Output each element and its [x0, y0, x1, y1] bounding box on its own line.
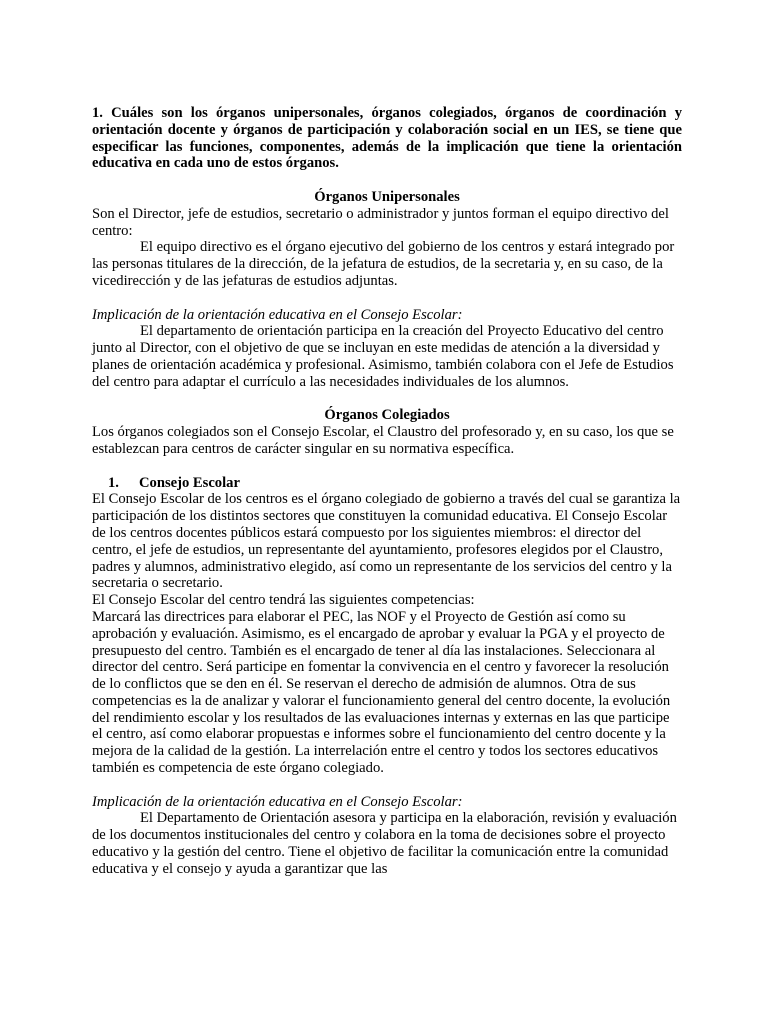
spacer [92, 458, 682, 475]
competencias-intro: El Consejo Escolar del centro tendrá las siguientes competencias: [92, 592, 475, 609]
unipersonales-intro: Son el Director, jefe de estudios, secretario o administrador y juntos forman el equipo directivo del centro: [92, 205, 669, 239]
unipersonales-implication-body: El departamento de orientación participa en la creación del Proyecto Educativo del centro junto al Director, con el objetivo de que se incluyan en este medidas de atención a la diversidad y planes de orientación académica y profesional. Asimismo, también colabora con el Jefe de Estudios del centro para adaptar el currículo a las necesidades individuales de los alumnos. [92, 323, 674, 390]
spacer [92, 777, 682, 794]
colegiados-implication-body: El Departamento de Orientación asesora y participa en la elaboración, revisión y evaluación de los documentos institucionales del centro y colabora en la toma de decisiones sobre el proyecto educativo y la gestión del centro. Tiene el objetivo de facilitar la comunicación entre la comunidad educativa y el consejo y ayuda a garantizar que las [92, 810, 677, 877]
colegiados-implication-title: Implicación de la orientación educativa en el Consejo Escolar: [92, 793, 463, 810]
list-number: 1. [108, 474, 119, 491]
unipersonales-implication-title: Implicación de la orientación educativa en el Consejo Escolar: [92, 306, 463, 323]
section-title-colegiados: Órganos Colegiados [324, 407, 450, 424]
subsection-title-consejo [92, 475, 682, 492]
consejo-body: El Consejo Escolar de los centros es el órgano colegiado de gobierno a través del cual se garantiza la participación de los distintos sectores que constituyen la comunidad educativa. El Consejo Escolar de los centros docentes públicos estará compuesto por los siguientes miembros: el director del centro, el jefe de estudios, un representante del ayuntamiento, profesores elegidos por el Claustro, padres y alumnos, administrativo elegido, así como un representante de los servicios del centro y la secretaria o secretario. [92, 491, 681, 592]
spacer [92, 391, 682, 408]
question-text: 1. Cuáles son los órganos unipersonales, órganos colegiados, órganos de coordinación y orientación docente y órganos de participación y colaboración social en un IES, se tiene que especificar las funciones, componentes, además de la implicación que tiene la orientación educativa en cada uno de estos órganos. [92, 105, 682, 172]
section-title-unipersonales: Órganos Unipersonales [314, 188, 460, 205]
spacer [92, 172, 682, 189]
colegiados-intro: Los órganos colegiados son el Consejo Escolar, el Claustro del profesorado y, en su caso, los que se establezcan para centros de carácter singular en su normativa específica. [92, 424, 674, 457]
unipersonales-body: El equipo directivo es el órgano ejecutivo del gobierno de los centros y estará integrado por las personas titulares de la dirección, de la jefatura de estudios, de la secretaria y, en su caso, de la vicedirección y de las jefaturas de estudios adjuntas. [92, 239, 675, 289]
spacer [92, 290, 682, 307]
document-page [92, 105, 682, 878]
competencias-body: Marcará las directrices para elaborar el PEC, las NOF y el Proyecto de Gestión así como su aprobación y evaluación. Asimismo, es el encargado de aprobar y evaluar la PGA y el proyecto de presupuesto del centro. También es el encargado de tener al día las instalaciones. Seleccionara al director del centro. Será participe en fomentar la convivencia en el centro y favorecer la resolución de lo conflictos que se den en él. Se reservan el derecho de admisión de alumnos. Otra de sus competencias es la de analizar y valorar el funcionamiento general del centro docente, la evolución del rendimiento escolar y los resultados de las evaluaciones internas y externas en las que participe el centro, así como elaborar propuestas e informes sobre el funcionamiento del centro docente y la mejora de la calidad de la gestión. La interrelación entre el centro y todos los sectores educativos también es competencia de este órgano colegiado. [92, 608, 671, 777]
list-title: Consejo Escolar [139, 474, 240, 491]
